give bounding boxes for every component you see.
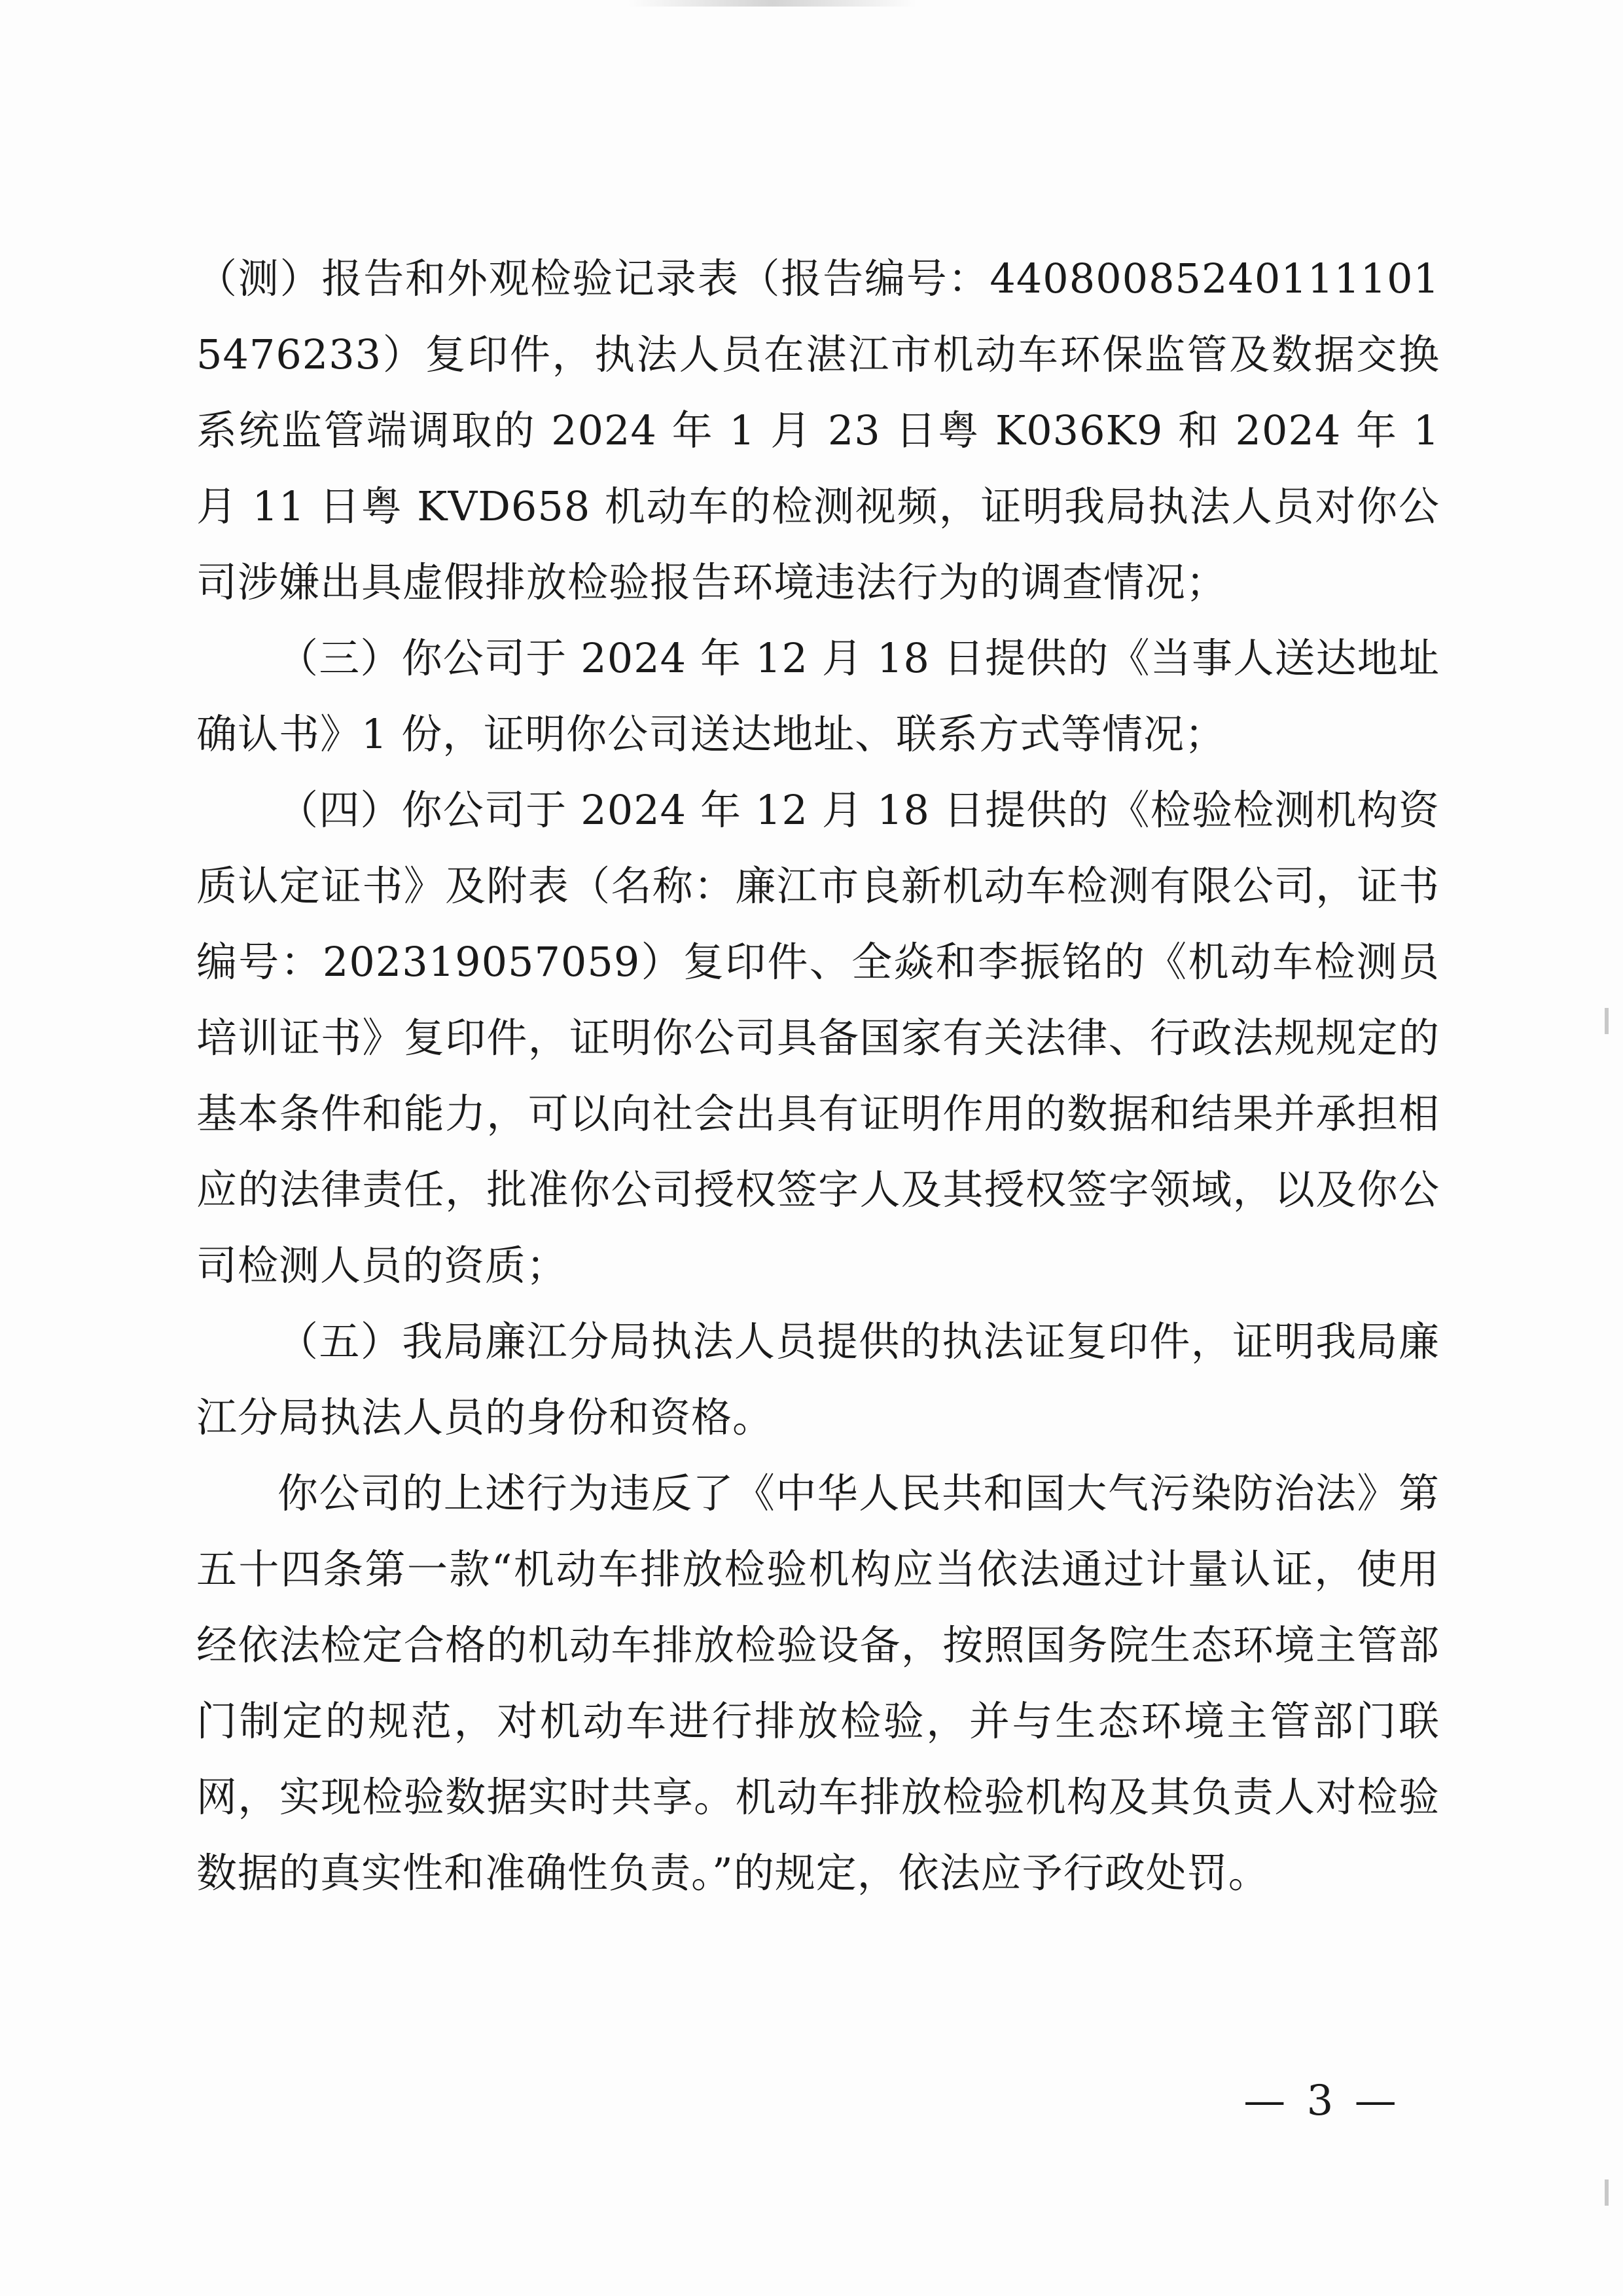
paragraph-violation-statement: 你公司的上述行为违反了《中华人民共和国大气污染防治法》第五十四条第一款“机动车排放检验机构应当依法通过计量认证，使用经依法检定合格的机动车排放检验设备，按照国务院生态环境主管部门制定的规范，对机动车进行排放检验，并与生态环境主管部门联网，实现检验数据实时共享。机动车排放检验机构及其负责人对检验数据的真实性和准确性负责。”的规定，依法应予行政处罚。 — [196, 1469, 1440, 1897]
paragraph-evidence-two-continued: （测）报告和外观检验记录表（报告编号：440800852401111015476233）复印件，执法人员在湛江市机动车环保监管及数据交换系统监管端调取的 2024 年 1 月 23 日粤 K036K9 和 2024 年 1 月 11 日粤 KVD658 机动车的检测视频，证明我局执法人员对你公司涉嫌出具虚假排放检验报告环境违法行为的调查情况； — [196, 255, 1440, 606]
scan-artifact — [628, 0, 916, 7]
paragraph-evidence-four: （四）你公司于 2024 年 12 月 18 日提供的《检验检测机构资质认定证书》及附表（名称：廉江市良新机动车检测有限公司，证书编号：202319057059）复印件、全焱和李振铭的《机动车检测员培训证书》复印件，证明你公司具备国家有关法律、行政法规规定的基本条件和能力，可以向社会出具有证明作用的数据和结果并承担相应的法律责任，批准你公司授权签字人及其授权签字领域，以及你公司检测人员的资质； — [196, 786, 1440, 1289]
scan-edge-mark — [1605, 2179, 1609, 2206]
page-number: — 3 — — [1243, 2077, 1400, 2125]
document-body — [196, 241, 1440, 1911]
paragraph-evidence-five: （五）我局廉江分局执法人员提供的执法证复印件，证明我局廉江分局执法人员的身份和资格。 — [196, 1318, 1440, 1441]
paragraph-evidence-three: （三）你公司于 2024 年 12 月 18 日提供的《当事人送达地址确认书》1 份，证明你公司送达地址、联系方式等情况； — [196, 634, 1440, 758]
scan-edge-mark — [1605, 1008, 1609, 1034]
